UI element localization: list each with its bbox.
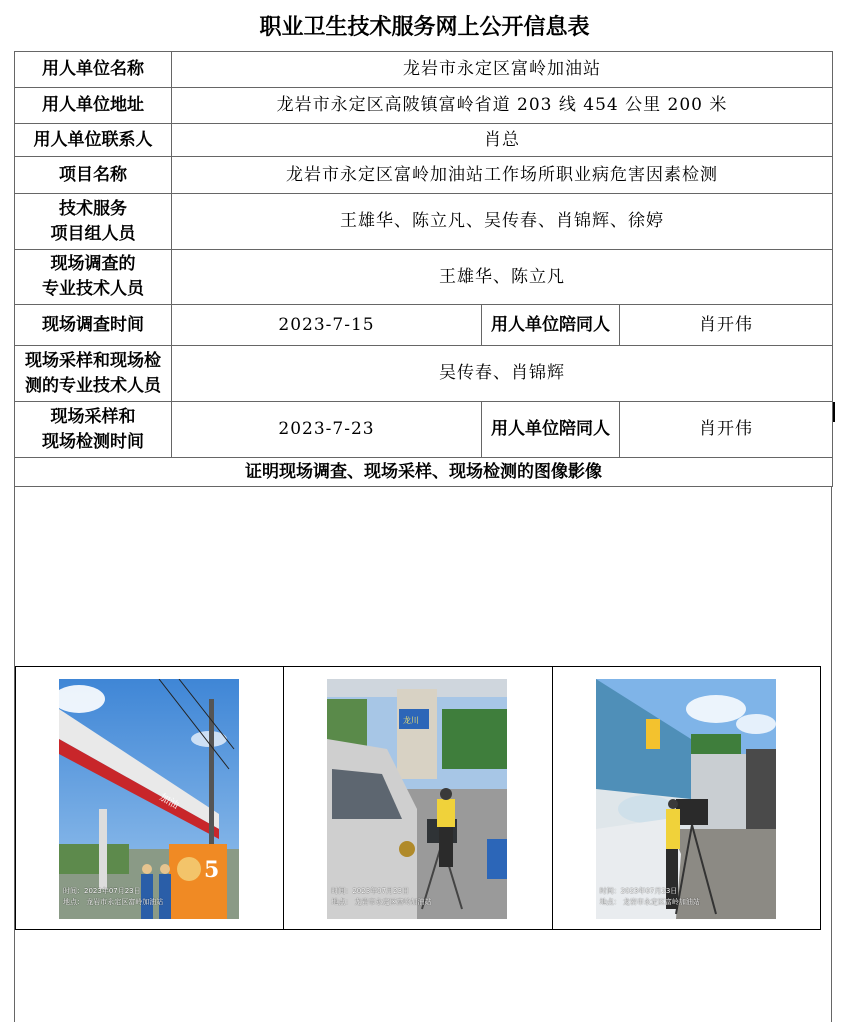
employer-address-value: 龙岩市永定区高陂镇富岭省道 203 线 454 公里 200 米	[172, 88, 833, 124]
employer-address-label: 用人单位地址	[15, 88, 172, 124]
photo3-caption-place: 地点： 龙岩市永定区富岭加油站	[599, 898, 700, 906]
survey-time-value: 2023-7-15	[172, 305, 482, 346]
photo2-sign-text: 龙川	[403, 716, 420, 725]
team-label-line1: 技术服务	[59, 198, 127, 219]
row-employer-address	[15, 88, 833, 124]
survey-time-label: 现场调查时间	[15, 305, 172, 346]
row-sampling-time	[15, 402, 833, 458]
sampling-time-label-line1: 现场采样和	[50, 406, 136, 427]
photo-strip	[15, 666, 821, 930]
row-sampling-staff	[15, 346, 833, 402]
employer-name-label: 用人单位名称	[15, 52, 172, 88]
team-value: 王雄华、陈立凡、吴传春、肖锦辉、徐婷	[172, 194, 833, 250]
photo3-caption-time: 时间：2023年07月23日	[599, 887, 678, 895]
row-survey-time	[15, 305, 833, 346]
team-label	[15, 194, 172, 250]
row-survey-staff	[15, 250, 833, 305]
row-employer-name	[15, 52, 833, 88]
photo-gas-station	[59, 679, 239, 919]
survey-companion-value: 肖开伟	[620, 305, 833, 346]
info-table	[14, 51, 833, 487]
photo1-caption-time: 时间：2023年07月23日	[63, 887, 141, 895]
page-title: 职业卫生技术服务网上公开信息表	[259, 15, 590, 40]
sampling-staff-label-line1: 现场采样和现场检	[25, 350, 161, 371]
sampling-staff-label-line2: 测的专业技术人员	[25, 375, 161, 396]
photo2-caption-time: 时间：2023年07月23日	[331, 887, 409, 895]
photo-sampling-car-image	[327, 679, 507, 919]
photo1-poster-text: 5	[204, 857, 220, 883]
sampling-staff-value: 吴传春、肖锦辉	[172, 346, 833, 402]
survey-staff-value: 王雄华、陈立凡	[172, 250, 833, 305]
photo-cell-3	[553, 667, 820, 929]
photo-cell-2	[284, 667, 552, 929]
team-label-line2: 项目组人员	[50, 223, 136, 244]
row-project-name	[15, 157, 833, 194]
employer-name-value: 龙岩市永定区富岭加油站	[172, 52, 833, 88]
project-name-value: 龙岩市永定区富岭加油站工作场所职业病危害因素检测	[172, 157, 833, 194]
photo-gas-station-image	[59, 679, 239, 919]
photo2-caption-place: 地点： 龙岩市永定区富岭加油站	[331, 898, 432, 906]
survey-staff-label-line1: 现场调查的	[50, 254, 136, 274]
row-team	[15, 194, 833, 250]
images-header: 证明现场调查、现场采样、现场检测的图像影像	[15, 458, 833, 487]
survey-staff-label-line2: 专业技术人员	[42, 279, 144, 299]
sampling-companion-label: 用人单位陪同人	[482, 402, 620, 458]
sampling-time-label	[15, 402, 172, 458]
contact-value: 肖总	[172, 124, 833, 157]
sampling-time-value: 2023-7-23	[172, 402, 482, 458]
sampling-staff-label	[15, 346, 172, 402]
sampling-companion-value: 肖开伟	[620, 402, 833, 458]
photo-mural-tripod	[596, 679, 776, 919]
photo-mural-tripod-image	[596, 679, 776, 919]
photo-sampling-car	[327, 679, 507, 919]
edge-mark	[833, 402, 835, 422]
photo-cell-1	[16, 667, 284, 929]
contact-label: 用人单位联系人	[15, 124, 172, 157]
survey-staff-label	[15, 250, 172, 305]
project-name-label: 项目名称	[15, 157, 172, 194]
sampling-time-label-line2: 现场检测时间	[42, 431, 144, 452]
photo1-canopy-text: 加油	[157, 792, 181, 812]
photo1-caption-place: 地点： 龙岩市永定区富岭加油站	[63, 898, 164, 906]
row-images-header	[15, 458, 833, 487]
survey-companion-label: 用人单位陪同人	[482, 305, 620, 346]
row-contact	[15, 124, 833, 157]
